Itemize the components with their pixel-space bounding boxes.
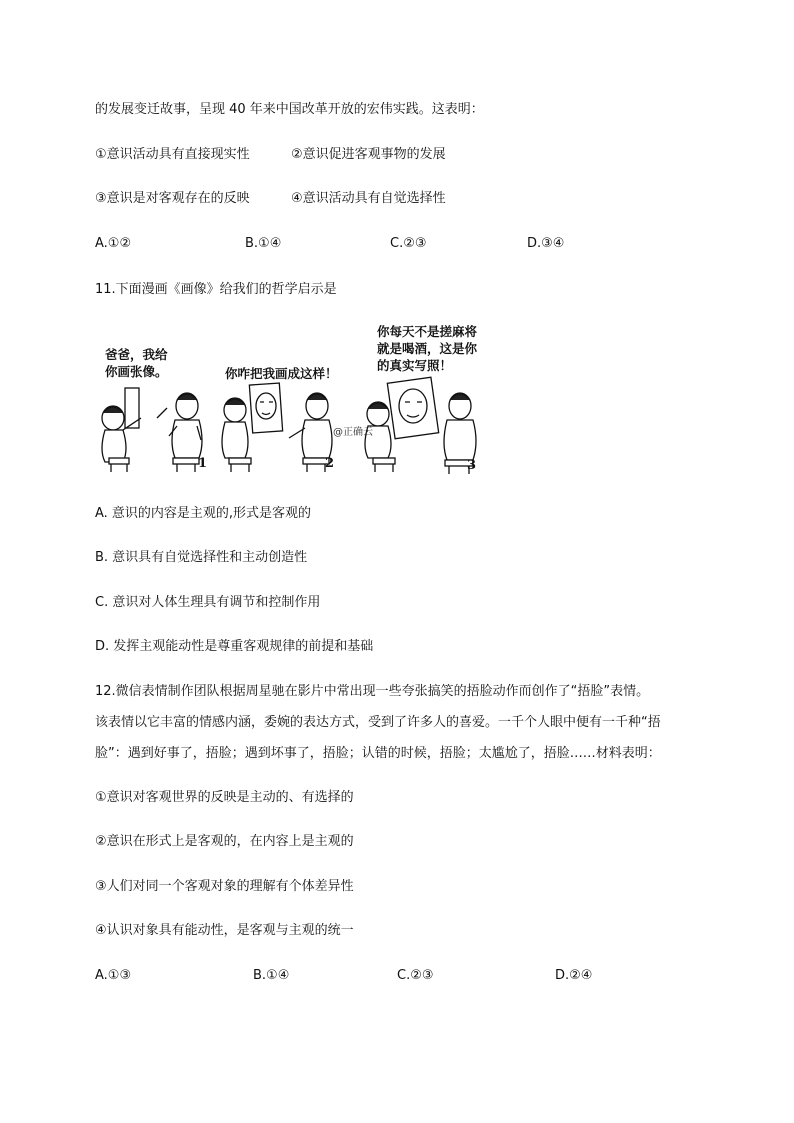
q10-option-a: A.①②: [95, 236, 132, 251]
bubble-3-line-3: 的真实写照！: [377, 358, 453, 373]
q10-statement-4: ④意识活动具有自觉选择性: [291, 191, 446, 206]
q10-option-d: D.③④: [527, 236, 565, 251]
q12-option-d: D.②④: [555, 968, 593, 983]
q10-statement-3: ③意识是对客观存在的反映: [95, 191, 250, 206]
q12-statement-4: ④认识对象具有能动性，是客观与主观的统一: [95, 923, 354, 938]
bubble-1-line-2: 你画张像。: [105, 364, 168, 379]
q12-option-c: C.②③: [397, 968, 434, 983]
q12-stem-line-2: 该表情以它丰富的情感内涵，委婉的表达方式，受到了许多人的喜爱。一千个人眼中便有一千种“捂: [95, 715, 661, 730]
q12-stem-line-1: 12.微信表情制作团队根据周星驰在影片中常出现一些夸张搞笑的捂脸动作而创作了“捂脸”表情。: [95, 684, 650, 699]
q12-statement-3: ③人们对同一个客观对象的理解有个体差异性: [95, 879, 354, 894]
comic-image: [95, 318, 490, 478]
q10-option-c: C.②③: [390, 236, 427, 251]
q10-statement-2: ②意识促进客观事物的发展: [291, 147, 446, 162]
q12-option-a: A.①③: [95, 968, 132, 983]
q11-question: 11.下面漫画《画像》给我们的哲学启示是: [95, 282, 337, 297]
panel-number-3: 3: [467, 458, 477, 473]
bubble-1-line-1: 爸爸，我给: [105, 347, 168, 362]
q12-statement-1: ①意识对客观世界的反映是主动的、有选择的: [95, 790, 354, 805]
intro-line: 的发展变迁故事，呈现 40 年来中国改革开放的宏伟实践。这表明：: [95, 102, 484, 117]
panel-number-1: 1: [198, 456, 208, 471]
q11-option-c: C. 意识对人体生理具有调节和控制作用: [95, 595, 321, 610]
q12-stem-line-3: 脸”：遇到好事了，捂脸；遇到坏事了，捂脸；认错的时候，捂脸；太尴尬了，捂脸……材料表明：: [95, 746, 661, 761]
bubble-3-line-1: 你每天不是搓麻将: [377, 324, 478, 339]
panel-number-2: 2: [325, 456, 335, 471]
q10-option-b: B.①④: [245, 236, 282, 251]
comic-watermark: @正确云: [333, 427, 373, 438]
q10-statement-1: ①意识活动具有直接现实性: [95, 147, 250, 162]
bubble-2-line-1: 你咋把我画成这样！: [225, 366, 338, 381]
q12-option-b: B.①④: [253, 968, 290, 983]
q11-option-b: B. 意识具有自觉选择性和主动创造性: [95, 550, 308, 565]
q11-option-a: A. 意识的内容是主观的,形式是客观的: [95, 506, 312, 521]
q11-option-d: D. 发挥主观能动性是尊重客观规律的前提和基础: [95, 639, 374, 654]
q12-statement-2: ②意识在形式上是客观的，在内容上是主观的: [95, 834, 354, 849]
bubble-3-line-2: 就是喝酒，这是你: [377, 341, 478, 356]
